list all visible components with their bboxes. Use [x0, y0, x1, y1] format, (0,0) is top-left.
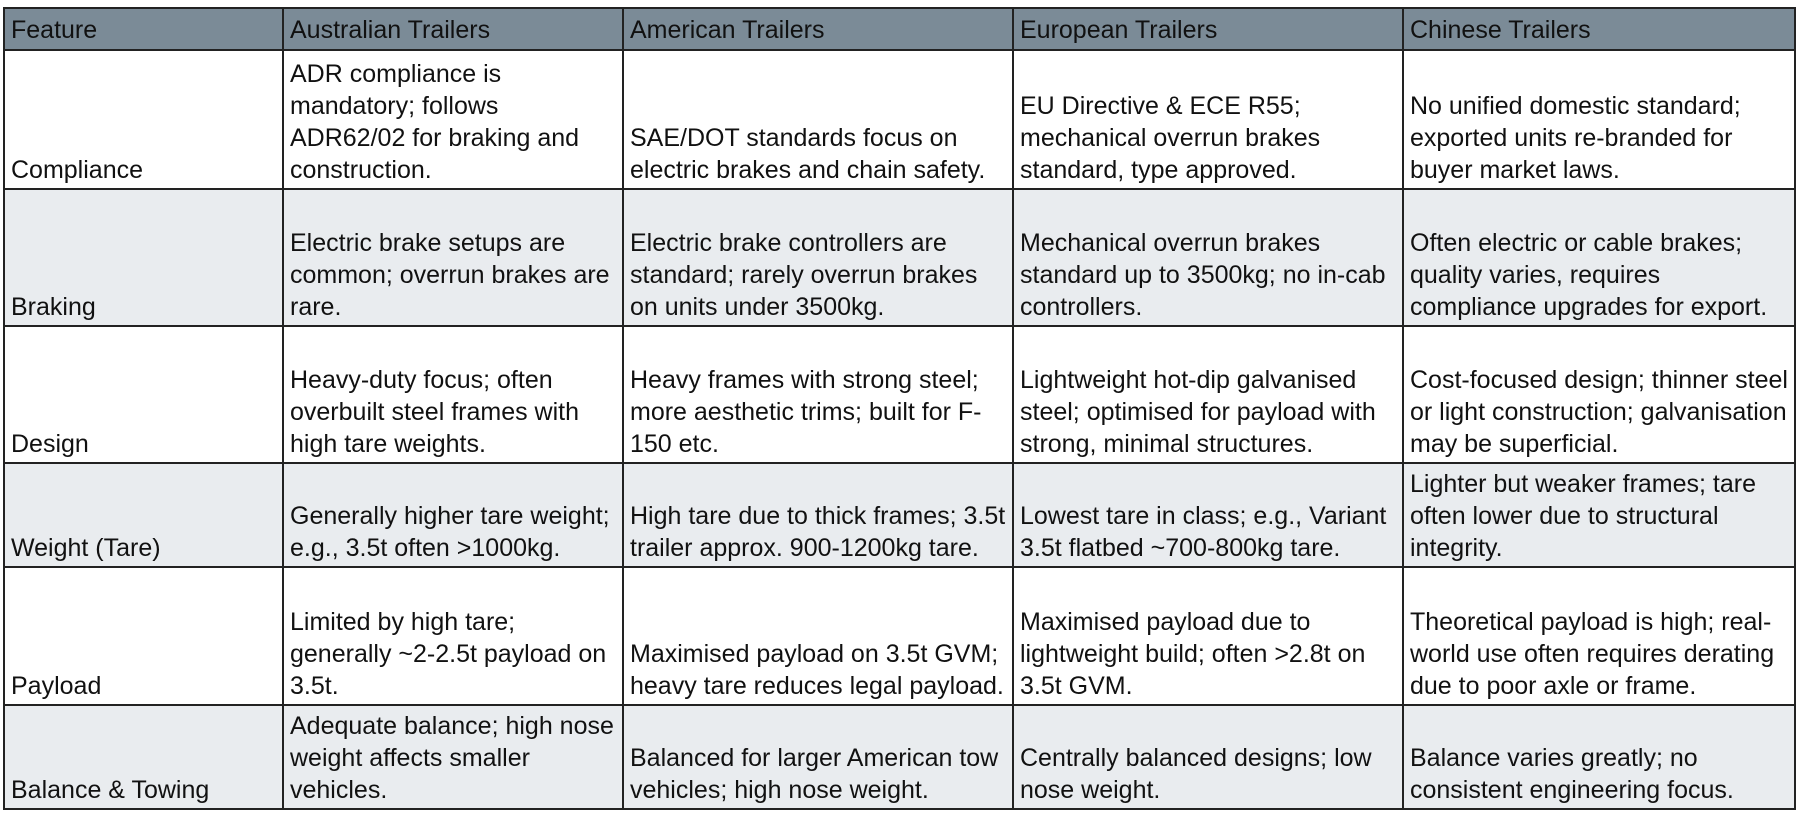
table-row: [4, 50, 1795, 189]
table-row: [4, 705, 1795, 809]
table-cell[interactable]: [1403, 189, 1795, 326]
table-cell[interactable]: [1013, 189, 1403, 326]
table-cell[interactable]: [1013, 463, 1403, 567]
feature-cell[interactable]: [4, 705, 283, 809]
table-cell[interactable]: [283, 326, 623, 463]
table-cell[interactable]: [1403, 463, 1795, 567]
cell-text: Design: [11, 430, 89, 458]
cell-text: Payload: [11, 672, 102, 700]
table-cell[interactable]: [623, 567, 1013, 705]
feature-cell[interactable]: [4, 50, 283, 189]
table-row: [4, 189, 1795, 326]
table-cell[interactable]: [283, 463, 623, 567]
cell-text: SAE/DOT standards focus on electric brakes and chain safety.: [630, 124, 986, 184]
cell-text: Mechanical overrun brakes standard up to 3500kg; no in-cab controllers.: [1020, 229, 1386, 321]
cell-text: Heavy-duty focus; often overbuilt steel frames with high tare weights.: [290, 366, 580, 458]
cell-text: Often electric or cable brakes; quality varies, requires compliance upgrades for export.: [1410, 229, 1768, 321]
table-cell[interactable]: [1403, 50, 1795, 189]
cell-text: Generally higher tare weight; e.g., 3.5t often >1000kg.: [290, 502, 610, 562]
table-cell[interactable]: [623, 705, 1013, 809]
cell-text: Limited by high tare; generally ~2-2.5t payload on 3.5t.: [290, 608, 607, 700]
table-cell[interactable]: [1013, 705, 1403, 809]
table-cell[interactable]: [1403, 705, 1795, 809]
feature-cell[interactable]: [4, 567, 283, 705]
cell-text: Centrally balanced designs; low nose weight.: [1020, 744, 1372, 804]
table-cell[interactable]: [623, 50, 1013, 189]
feature-cell[interactable]: [4, 326, 283, 463]
table-cell[interactable]: [1013, 326, 1403, 463]
table-cell[interactable]: [1403, 567, 1795, 705]
cell-text: Balanced for larger American tow vehicles; high nose weight.: [630, 744, 999, 804]
cell-text: Maximised payload due to lightweight build; often >2.8t on 3.5t GVM.: [1020, 608, 1366, 700]
cell-text: Electric brake setups are common; overrun brakes are rare.: [290, 229, 610, 321]
cell-text: Lowest tare in class; e.g., Variant 3.5t flatbed ~700-800kg tare.: [1020, 502, 1387, 562]
header-cell-australian[interactable]: Australian Trailers: [283, 8, 623, 50]
cell-text: Adequate balance; high nose weight affects smaller vehicles.: [290, 712, 614, 804]
header-cell-chinese[interactable]: Chinese Trailers: [1403, 8, 1795, 50]
cell-text: Lightweight hot-dip galvanised steel; optimised for payload with strong, minimal structures.: [1020, 366, 1376, 458]
table-row: [4, 463, 1795, 567]
cell-text: Weight (Tare): [11, 534, 161, 562]
cell-text: Compliance: [11, 156, 144, 184]
cell-text: EU Directive & ECE R55; mechanical overrun brakes standard, type approved.: [1020, 92, 1321, 184]
sheet-top-edge: [0, 0, 1796, 7]
cell-text: Lighter but weaker frames; tare often lower due to structural integrity.: [1410, 470, 1756, 562]
header-cell-american[interactable]: American Trailers: [623, 8, 1013, 50]
header-cell-european[interactable]: European Trailers: [1013, 8, 1403, 50]
feature-cell[interactable]: [4, 463, 283, 567]
cell-text: Maximised payload on 3.5t GVM; heavy tare reduces legal payload.: [630, 640, 1004, 700]
cell-text: High tare due to thick frames; 3.5t trailer approx. 900-1200kg tare.: [630, 502, 1006, 562]
table-cell[interactable]: [1013, 567, 1403, 705]
table-cell[interactable]: [623, 189, 1013, 326]
table-cell[interactable]: [623, 463, 1013, 567]
cell-text: Theoretical payload is high; real-world use often requires derating due to poor axle or frame.: [1410, 608, 1775, 700]
header-cell-feature[interactable]: Feature: [4, 8, 283, 50]
feature-cell[interactable]: [4, 189, 283, 326]
cell-text: Cost-focused design; thinner steel or light construction; galvanisation may be superficial.: [1410, 366, 1788, 458]
table-cell[interactable]: [1403, 326, 1795, 463]
cell-text: Balance & Towing: [11, 776, 210, 804]
cell-text: No unified domestic standard; exported units re-branded for buyer market laws.: [1410, 92, 1741, 184]
table-cell[interactable]: [283, 567, 623, 705]
cell-text: Electric brake controllers are standard; rarely overrun brakes on units under 3500kg.: [630, 229, 978, 321]
table-cell[interactable]: [1013, 50, 1403, 189]
header-row: [4, 8, 1795, 50]
comparison-table: [3, 7, 1796, 810]
cell-text: ADR compliance is mandatory; follows ADR62/02 for braking and construction.: [290, 60, 580, 184]
table-cell[interactable]: [283, 189, 623, 326]
table-cell[interactable]: [623, 326, 1013, 463]
cell-text: Balance varies greatly; no consistent engineering focus.: [1410, 744, 1734, 804]
table-cell[interactable]: [283, 705, 623, 809]
table-row: [4, 567, 1795, 705]
table-cell[interactable]: [283, 50, 623, 189]
cell-text: Braking: [11, 293, 96, 321]
cell-text: Heavy frames with strong steel; more aesthetic trims; built for F-150 etc.: [630, 366, 982, 458]
table-row: [4, 326, 1795, 463]
